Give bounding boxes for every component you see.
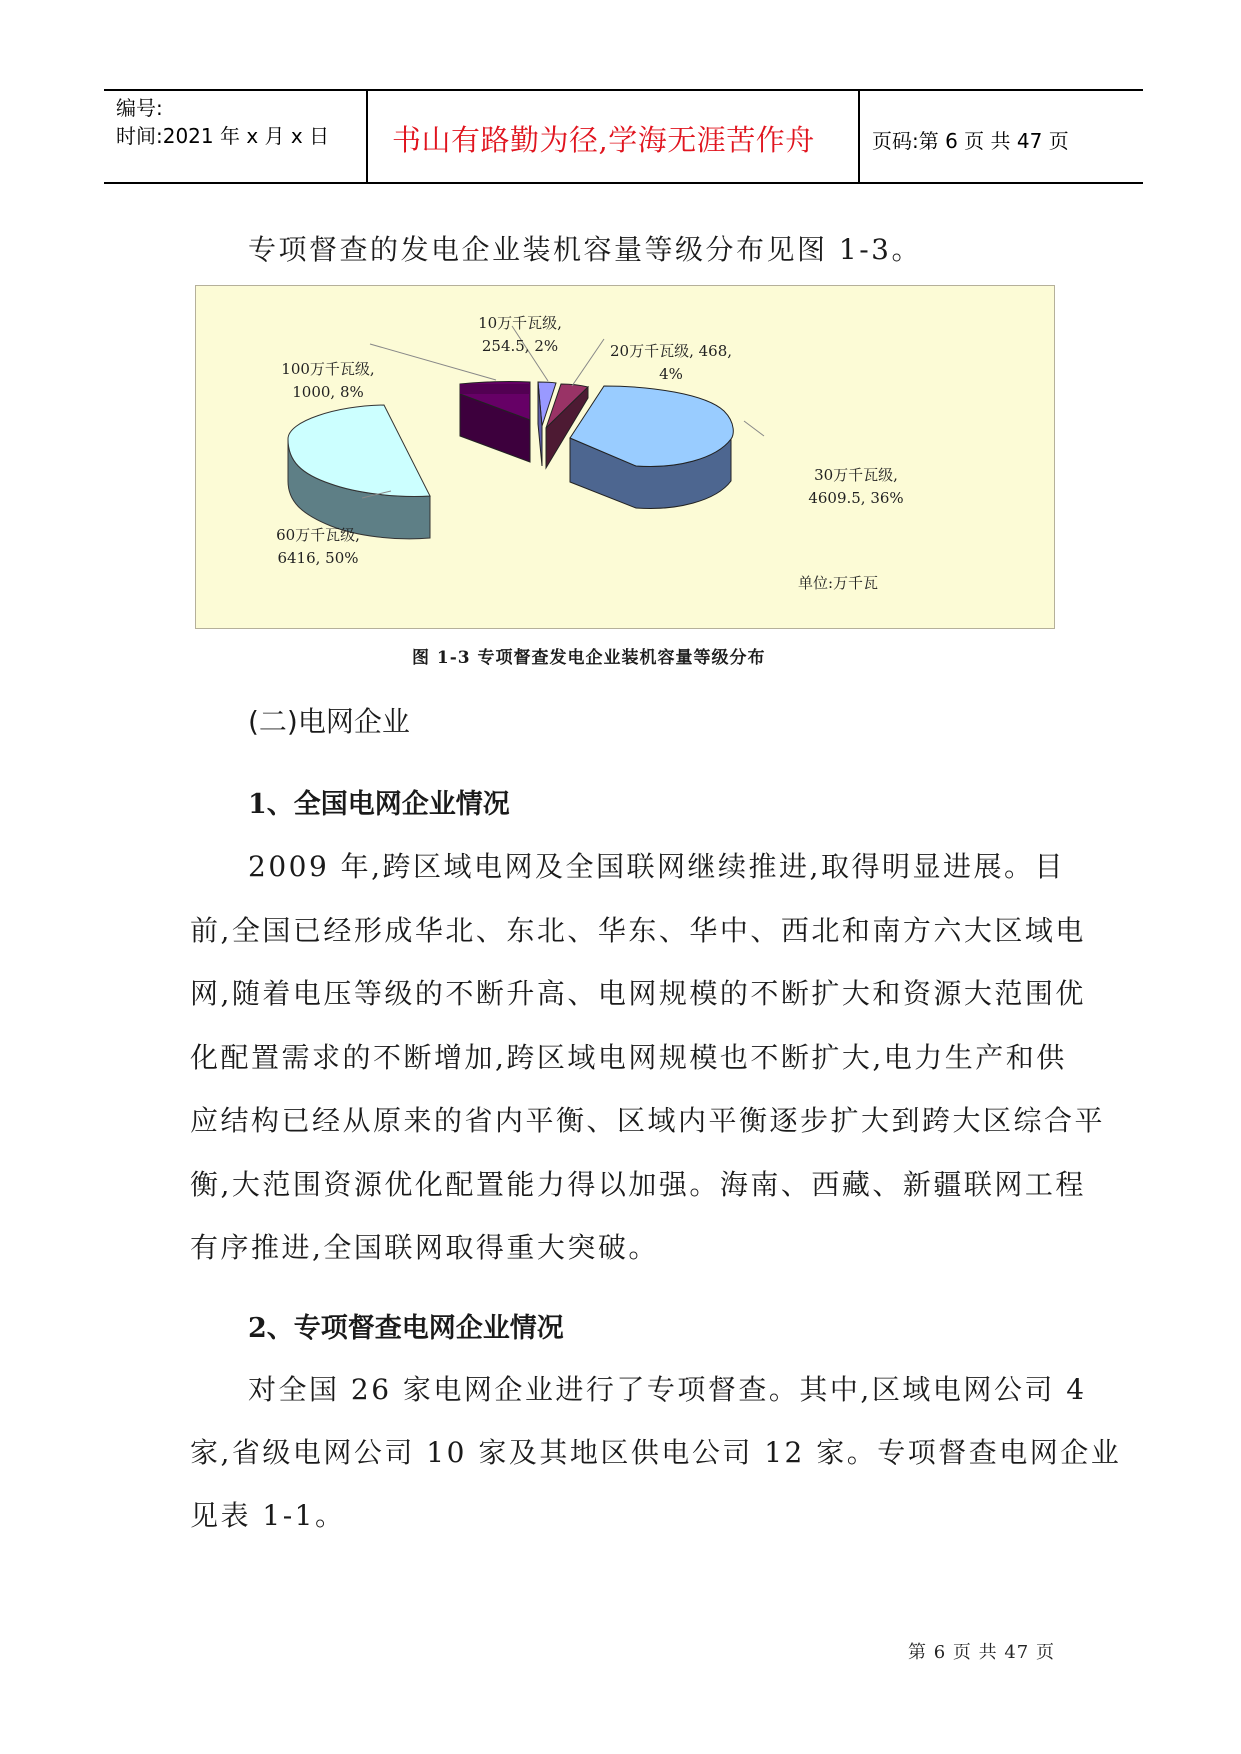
leader-100 bbox=[370, 344, 496, 380]
label-10-line1: 10万千瓦级, bbox=[478, 314, 562, 332]
paragraph-line: 见表 1-1。 bbox=[190, 1499, 346, 1532]
intro-line: 专项督查的发电企业装机容量等级分布见图 1-3。 bbox=[248, 233, 922, 266]
label-60-line1: 60万千瓦级, bbox=[276, 526, 360, 544]
slice-100-front bbox=[460, 384, 530, 394]
header-divider-right bbox=[858, 90, 860, 182]
label-20-line1: 20万千瓦级, 468, bbox=[609, 342, 733, 360]
paragraph-line: 有序推进,全国联网取得重大突破。 bbox=[190, 1231, 659, 1264]
label-10-line2: 254.5, 2% bbox=[481, 337, 559, 355]
label-100-line2: 1000, 8% bbox=[292, 383, 364, 401]
paragraph-line: 对全国 26 家电网企业进行了专项督查。其中,区域电网公司 4 bbox=[248, 1373, 1087, 1406]
page-info: 页码:第 6 页 共 47 页 bbox=[872, 129, 1069, 153]
time-label: 时间:2021 年 x 月 x 日 bbox=[116, 124, 330, 148]
label-60-line2: 6416, 50% bbox=[277, 549, 359, 567]
sub1-heading: 1、全国电网企业情况 bbox=[248, 789, 510, 820]
label-100-line1: 100万千瓦级, bbox=[281, 360, 375, 378]
header-top-rule bbox=[104, 89, 1143, 91]
paragraph-line: 2009 年,跨区域电网及全国联网继续推进,取得明显进展。目 bbox=[248, 850, 1065, 883]
header-divider-left bbox=[366, 90, 368, 182]
page-footer: 第 6 页 共 47 页 bbox=[908, 1642, 1055, 1663]
paragraph-line: 化配置需求的不断增加,跨区域电网规模也不断扩大,电力生产和供 bbox=[190, 1040, 1067, 1074]
header-motto: 书山有路勤为径,学海无涯苦作舟 bbox=[392, 123, 815, 157]
leader-20 bbox=[572, 339, 604, 386]
label-20-line2: 4% bbox=[659, 365, 683, 383]
label-30-line2: 4609.5, 36% bbox=[808, 489, 904, 507]
unit-label: 单位:万千瓦 bbox=[797, 574, 879, 592]
paragraph-line: 应结构已经从原来的省内平衡、区域内平衡逐步扩大到跨大区综合平 bbox=[190, 1104, 1106, 1137]
serial-label: 编号: bbox=[116, 96, 163, 120]
label-30-line1: 30万千瓦级, bbox=[814, 466, 898, 484]
sub2-heading: 2、专项督查电网企业情况 bbox=[248, 1313, 564, 1344]
paragraph-line: 前,全国已经形成华北、东北、华东、华中、西北和南方六大区域电 bbox=[190, 913, 1086, 947]
pie-chart-frame bbox=[195, 285, 1055, 629]
paragraph-line: 衡,大范围资源优化配置能力得以加强。海南、西藏、新疆联网工程 bbox=[190, 1167, 1086, 1201]
pie-chart bbox=[196, 286, 1054, 628]
leader-30 bbox=[744, 421, 764, 436]
header-bottom-rule bbox=[104, 182, 1143, 184]
paragraph-line: 网,随着电压等级的不断升高、电网规模的不断扩大和资源大范围优 bbox=[190, 977, 1086, 1010]
paragraph-line: 家,省级电网公司 10 家及其地区供电公司 12 家。专项督查电网企业 bbox=[190, 1436, 1122, 1469]
section-heading: (二)电网企业 bbox=[248, 705, 410, 738]
figure-caption: 图 1-3 专项督查发电企业装机容量等级分布 bbox=[412, 648, 766, 668]
